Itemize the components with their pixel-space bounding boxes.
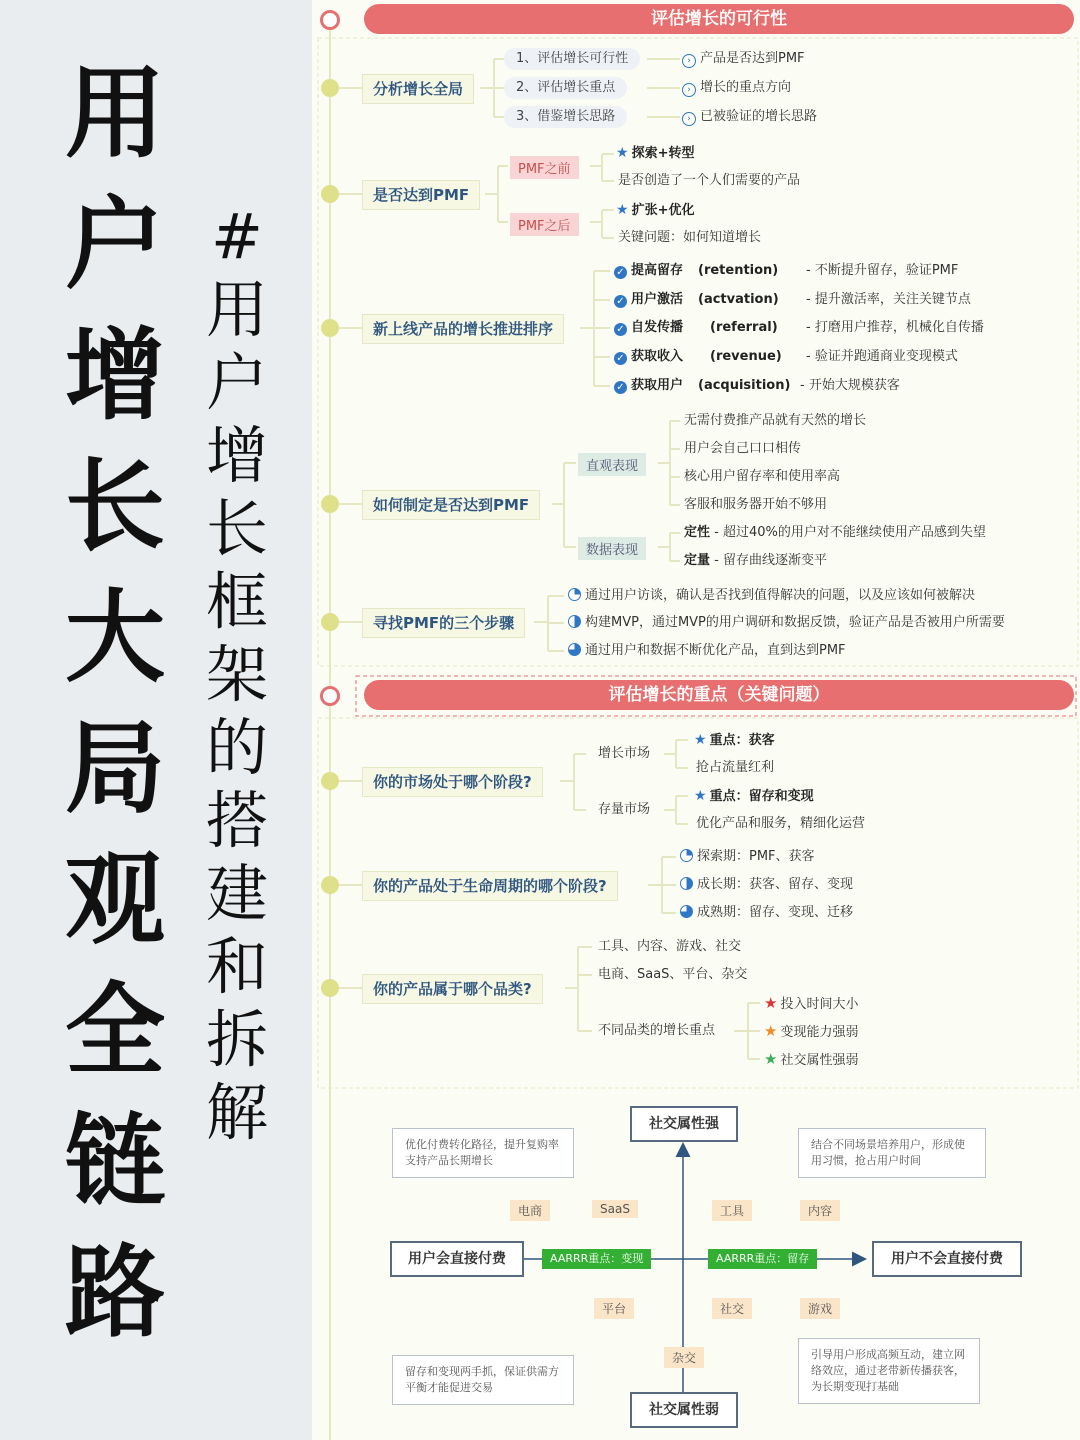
axis-top-label: 社交属性强	[630, 1106, 738, 1142]
main-title	[60, 48, 170, 1358]
chevron-right-icon: ›	[682, 112, 696, 126]
category-tool: 工具	[712, 1200, 752, 1221]
category-list: 电商、SaaS、平台、杂交	[598, 967, 748, 982]
title-panel	[0, 0, 312, 1440]
star-icon: ★	[694, 732, 707, 748]
subtitle-char: 架	[205, 638, 268, 711]
intuitive-item: 核心用户留存率和使用率高	[684, 469, 841, 484]
aarrr-focus-retention: AARRR重点：留存	[708, 1249, 817, 1269]
market-stock-tag: 存量市场	[598, 802, 651, 817]
growth-desc: 抢占流量红利	[696, 760, 775, 775]
axis-right-label: 用户不会直接付费	[872, 1241, 1022, 1277]
step-text: 构建MVP，通过MVP的用户调研和数据反馈，验证产品是否被用户所需要	[585, 615, 1005, 630]
pill-step: 2、评估增长重点	[504, 77, 627, 99]
aarrr-note: - 不断提升留存，验证PMF	[806, 263, 959, 278]
category-list: 工具、内容、游戏、社交	[598, 939, 742, 954]
star-icon: ★	[764, 1022, 778, 1040]
intuitive-item: 无需付费推产品就有天然的增长	[684, 413, 867, 428]
category-hybrid: 杂交	[664, 1347, 704, 1368]
aarrr-cn: 用户激活	[631, 292, 684, 307]
subtitle-char: 解	[205, 1076, 268, 1149]
stock-desc: 优化产品和服务，精细化运营	[696, 816, 866, 831]
category-saas: SaaS	[592, 1200, 638, 1218]
category-game: 游戏	[800, 1298, 840, 1319]
step-text: 通过用户访谈，确认是否找到值得解决的问题，以及应该如何被解决	[585, 588, 976, 603]
point-text: 变现能力强弱	[780, 1025, 859, 1040]
aarrr-cn: 提高留存	[631, 263, 684, 278]
axis-left-label: 用户会直接付费	[390, 1241, 524, 1277]
point-text: 社交属性强弱	[780, 1053, 859, 1068]
subtitle-char: 建	[205, 857, 268, 930]
branch-new-product-order[interactable]: 新上线产品的增长推进排序	[362, 314, 564, 344]
head-text: 探索+转型	[631, 146, 695, 161]
title-char: 户	[65, 186, 165, 303]
branch-category[interactable]: 你的产品属于哪个品类?	[362, 974, 543, 1004]
category-platform: 平台	[594, 1298, 634, 1319]
branch-market-stage[interactable]: 你的市场处于哪个阶段?	[362, 767, 543, 797]
aarrr-en: (retention)	[698, 263, 779, 278]
title-char: 增	[65, 317, 165, 434]
check-icon: ✓	[614, 381, 627, 394]
branch-pmf-criteria[interactable]: 如何制定是否达到PMF	[362, 490, 540, 520]
head-text: 扩张+优化	[631, 203, 695, 218]
chevron-right-icon: ›	[682, 54, 696, 68]
quant-value: - 留存曲线逐渐变平	[710, 553, 827, 568]
title-char: 观	[65, 841, 165, 958]
star-icon: ★	[694, 788, 707, 804]
check-icon: ✓	[614, 323, 627, 336]
head-text: 重点：留存和变现	[709, 789, 814, 804]
section2-banner: 评估增长的重点（关键问题）	[364, 680, 1074, 710]
note-top-right: 结合不同场景培养用户，形成使用习惯，抢占用户时间	[798, 1128, 986, 1178]
aarrr-en: (referral)	[710, 320, 778, 335]
aarrr-en: (acquisition)	[698, 378, 791, 393]
pill-step: 3、借鉴增长思路	[504, 106, 627, 128]
tag-data: 数据表现	[578, 537, 646, 560]
tag-intuitive: 直观表现	[578, 453, 646, 476]
qual-value: - 超过40%的用户对不能继续使用产品感到失望	[710, 525, 986, 540]
subtitle-char: 户	[205, 346, 268, 419]
subtitle-char: 用	[205, 273, 268, 346]
category-content: 内容	[800, 1200, 840, 1221]
pmf-before-desc: 是否创造了一个人们需要的产品	[618, 173, 801, 188]
aarrr-cn: 自发传播	[631, 320, 684, 335]
branch-analyze-growth[interactable]: 分析增长全局	[362, 74, 474, 104]
category-social: 社交	[712, 1298, 752, 1319]
aarrr-focus-monetize: AARRR重点：变现	[542, 1249, 651, 1269]
title-char: 局	[65, 710, 165, 827]
title-char: 用	[65, 55, 165, 172]
tag-pmf-after: PMF之后	[510, 213, 579, 236]
aarrr-cn: 获取用户	[631, 378, 684, 393]
subtitle	[205, 200, 269, 1149]
branch-pmf[interactable]: 是否达到PMF	[362, 180, 480, 210]
result-text: 已被验证的增长思路	[700, 109, 818, 124]
check-icon: ✓	[614, 266, 627, 279]
qual-key: 定性	[684, 525, 711, 540]
aarrr-note: - 提升激活率，关注关键节点	[806, 292, 971, 307]
check-icon: ✓	[614, 352, 627, 365]
subtitle-char: 的	[205, 711, 268, 784]
title-char: 链	[65, 1103, 165, 1220]
title-char: 大	[65, 579, 165, 696]
star-icon: ★	[616, 145, 629, 161]
note-bottom-left: 留存和变现两手抓，保证供需方平衡才能促进交易	[392, 1355, 574, 1405]
lifecycle-text: 成长期：获客、留存、变现	[697, 877, 854, 892]
title-char: 全	[65, 972, 165, 1089]
subtitle-char: 增	[205, 419, 268, 492]
quant-key: 定量	[684, 553, 711, 568]
aarrr-note: - 开始大规模获客	[800, 378, 900, 393]
subtitle-char: 框	[205, 565, 268, 638]
lifecycle-text: 探索期：PMF、获客	[697, 849, 815, 864]
aarrr-en: (revenue)	[710, 349, 782, 364]
category-focus: 不同品类的增长重点	[598, 1023, 716, 1038]
note-top-left: 优化付费转化路径，提升复购率支持产品长期增长	[392, 1128, 574, 1178]
subtitle-char: 长	[205, 492, 268, 565]
intuitive-item: 用户会自己口口相传	[684, 441, 802, 456]
branch-lifecycle[interactable]: 你的产品处于生命周期的哪个阶段?	[362, 871, 618, 901]
aarrr-cn: 获取收入	[631, 349, 684, 364]
market-growth-tag: 增长市场	[598, 746, 651, 761]
aarrr-note: - 验证并跑通商业变现模式	[806, 349, 958, 364]
check-icon: ✓	[614, 295, 627, 308]
lifecycle-text: 成熟期：留存、变现、迁移	[697, 905, 854, 920]
intuitive-item: 客服和服务器开始不够用	[684, 497, 828, 512]
subtitle-char: 拆	[205, 1003, 268, 1076]
subtitle-char: 和	[205, 930, 268, 1003]
category-ecommerce: 电商	[510, 1200, 550, 1221]
mindmap-panel	[312, 0, 1080, 1440]
pill-step: 1、评估增长可行性	[504, 48, 640, 70]
result-text: 产品是否达到PMF	[700, 51, 805, 66]
star-icon: ★	[616, 202, 629, 218]
matrix-axes	[312, 0, 1080, 1440]
tag-pmf-before: PMF之前	[510, 156, 579, 179]
star-icon: ★	[764, 1050, 778, 1068]
branch-pmf-steps[interactable]: 寻找PMF的三个步骤	[362, 608, 525, 638]
pmf-after-desc: 关键问题：如何知道增长	[618, 230, 762, 245]
title-char: 长	[65, 448, 165, 565]
subtitle-char: #	[211, 200, 263, 273]
subtitle-char: 搭	[205, 784, 268, 857]
result-text: 增长的重点方向	[700, 80, 792, 95]
axis-bottom-label: 社交属性弱	[630, 1392, 738, 1428]
title-char: 路	[65, 1234, 165, 1351]
aarrr-note: - 打磨用户推荐，机械化自传播	[806, 320, 984, 335]
point-text: 投入时间大小	[780, 997, 859, 1012]
star-icon: ★	[764, 994, 778, 1012]
note-bottom-right: 引导用户形成高频互动，建立网络效应，通过老带新传播获客，为长期变现打基础	[798, 1338, 980, 1404]
step-text: 通过用户和数据不断优化产品，直到达到PMF	[585, 643, 846, 658]
aarrr-en: (actvation)	[698, 292, 779, 307]
head-text: 重点：获客	[709, 733, 775, 748]
chevron-right-icon: ›	[682, 83, 696, 97]
section1-banner: 评估增长的可行性	[364, 4, 1074, 34]
